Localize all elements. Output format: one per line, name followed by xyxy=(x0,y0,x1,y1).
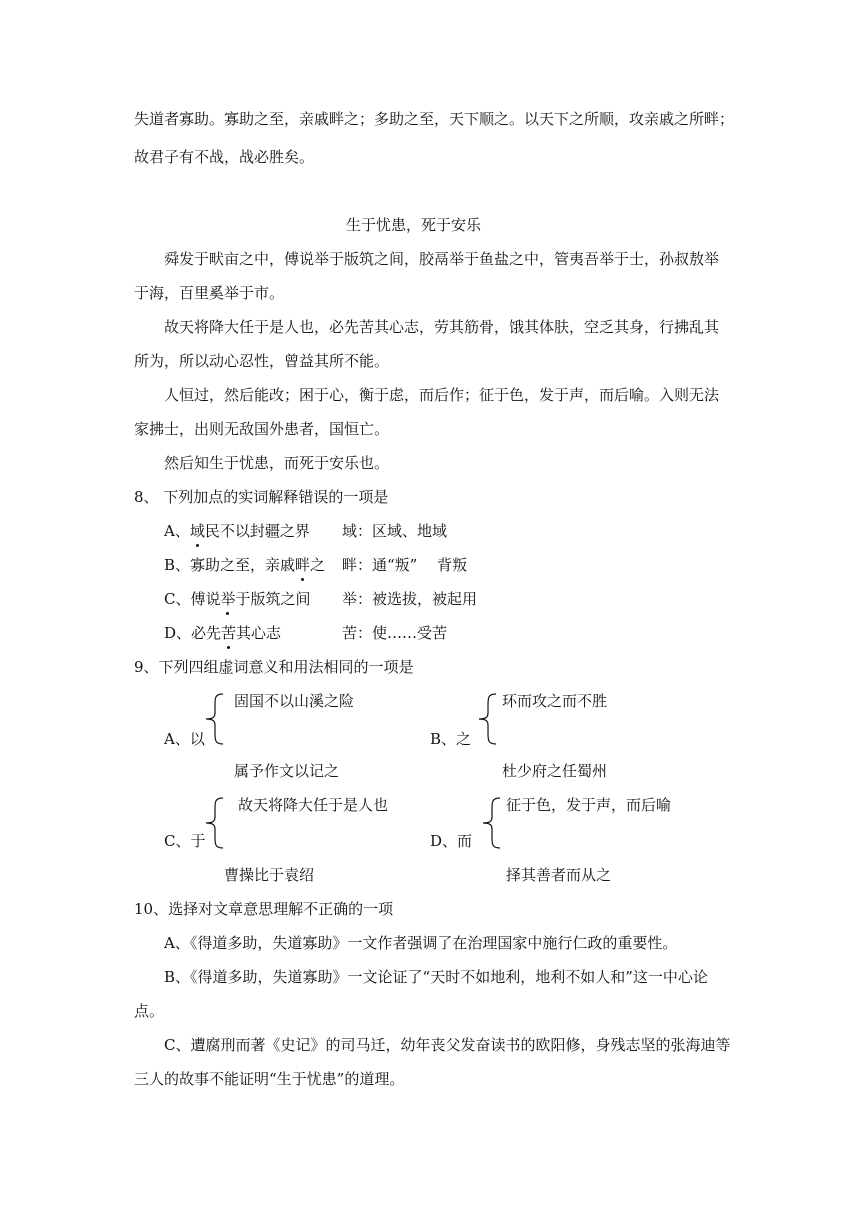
dotted-character: 苦 xyxy=(221,624,237,642)
dotted-character: 畔 xyxy=(295,556,311,574)
intro-line: 故君子有不战，战必胜矣。 xyxy=(134,148,315,166)
option-text: 民不以封疆之界 xyxy=(204,522,310,540)
q8-option-b xyxy=(164,554,325,576)
q8-option-a xyxy=(164,520,310,542)
dotted-character: 举 xyxy=(220,590,236,608)
q8-option-d-explanation: 苦：使……受苦 xyxy=(342,624,448,642)
essay-paragraph-line: 舜发于畎亩之中，傅说举于版筑之间，胶鬲举于鱼盐之中，管夷吾举于士，孙叔敖举 xyxy=(164,250,720,268)
essay-paragraph-line: 于海，百里奚举于市。 xyxy=(134,284,285,302)
dotted-character: 域 xyxy=(189,522,205,540)
question-8-stem: 8、 下列加点的实词解释错误的一项是 xyxy=(134,488,389,506)
q9-option-b-bottom: 杜少府之任蜀州 xyxy=(502,762,608,780)
q8-option-d xyxy=(164,622,281,644)
q9-option-c-bottom: 曹操比于袁绍 xyxy=(224,866,315,884)
left-brace-icon xyxy=(203,693,225,745)
option-text: D、必先 xyxy=(164,624,222,642)
essay-paragraph-line: 所为，所以动心忍性，曾益其所不能。 xyxy=(134,352,390,370)
q9-option-b-top: 环而攻之而不胜 xyxy=(502,692,608,710)
essay-paragraph-line: 然后知生于忧患，而死于安乐也。 xyxy=(164,454,390,472)
left-brace-icon xyxy=(203,797,225,849)
left-brace-icon xyxy=(476,693,498,745)
option-text: 于版筑之间 xyxy=(235,590,311,608)
q10-option-a: A、《得道多助，失道寡助》一文作者强调了在治理国家中施行仁政的重要性。 xyxy=(164,934,678,952)
q8-option-b-explanation: 畔：通“叛” 背叛 xyxy=(342,556,468,574)
q9-option-a-top: 固国不以山溪之险 xyxy=(234,692,355,710)
question-9-stem: 9、下列四组虚词意义和用法相同的一项是 xyxy=(134,658,414,676)
q9-option-c-label: C、于 xyxy=(164,832,206,850)
intro-line: 失道者寡助。寡助之至，亲戚畔之；多助之至，天下顺之。以天下之所顺，攻亲戚之所畔； xyxy=(134,110,735,128)
option-text: A、 xyxy=(164,522,190,540)
q8-option-c xyxy=(164,588,311,610)
q9-option-b-label: B、之 xyxy=(430,730,472,748)
essay-paragraph-line: 家拂士，出则无敌国外患者，国恒亡。 xyxy=(134,420,390,438)
essay-paragraph-line: 故天将降大任于是人也，必先苦其心志，劳其筋骨，饿其体肤，空乏其身，行拂乱其 xyxy=(164,318,720,336)
q10-option-b-line: 点。 xyxy=(134,1002,165,1020)
essay-title: 生于忧患，死于安乐 xyxy=(346,216,482,234)
q9-option-c-top: 故天将降大任于是人也 xyxy=(238,796,389,814)
question-10-stem: 10、选择对文章意思理解不正确的一项 xyxy=(134,900,394,918)
q10-option-b-line: B、《得道多助，失道寡助》一文论证了“天时不如地利，地利不如人和”这一中心论 xyxy=(164,968,708,986)
q9-option-d-label: D、而 xyxy=(430,832,473,850)
q10-option-c-line: C、遭腐刑而著《史记》的司马迁，幼年丧父发奋读书的欧阳修，身残志坚的张海迪等 xyxy=(164,1036,731,1054)
essay-paragraph-line: 人恒过，然后能改；困于心，衡于虑，而后作；征于色，发于声，而后喻。入则无法 xyxy=(164,386,720,404)
q9-option-d-top: 征于色，发于声，而后喻 xyxy=(506,796,672,814)
option-text: 其心志 xyxy=(236,624,282,642)
q9-option-a-label: A、以 xyxy=(164,730,205,748)
q10-option-c-line: 三人的故事不能证明“生于忧患”的道理。 xyxy=(134,1070,405,1088)
option-text: C、傅说 xyxy=(164,590,221,608)
q8-option-a-explanation: 域：区域、地域 xyxy=(342,522,448,540)
option-text: 之 xyxy=(310,556,326,574)
left-brace-icon xyxy=(480,797,502,849)
q9-option-d-bottom: 择其善者而从之 xyxy=(506,866,612,884)
q8-option-c-explanation: 举：被选拔，被起用 xyxy=(342,590,478,608)
q9-option-a-bottom: 属予作文以记之 xyxy=(234,762,340,780)
option-text: B、寡助之至，亲戚 xyxy=(164,556,296,574)
